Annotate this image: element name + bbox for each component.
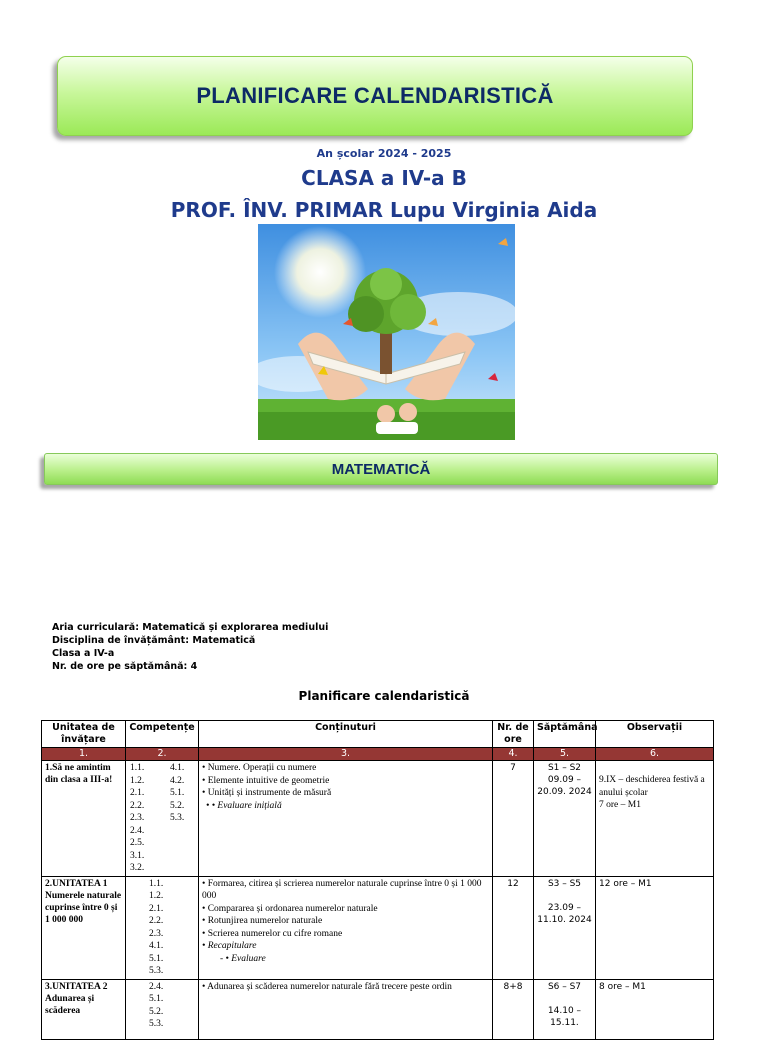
contents-cell — [199, 761, 493, 877]
unit-cell — [42, 761, 126, 877]
competence: 5.3. — [149, 966, 164, 976]
unit-cell — [42, 876, 126, 979]
hours-cell: 8+8 — [493, 979, 534, 1039]
competence: 2.2. — [149, 916, 164, 926]
competence: 4.1. — [170, 763, 185, 773]
content-item: • Unități și instrumente de măsură — [202, 788, 332, 798]
unit-number: 1. — [45, 763, 53, 773]
teacher-heading: PROF. ÎNV. PRIMAR Lupu Virginia Aida — [170, 198, 598, 222]
table-header-row — [42, 721, 714, 748]
competence: 2.2. — [130, 800, 145, 811]
col-header-observations: Observații — [596, 721, 714, 748]
content-item: • Recapitulare — [202, 941, 257, 951]
observation: 9.IX – deschiderea festivă a anului școlar — [599, 775, 705, 798]
page-title: PLANIFICARE CALENDARISTICĂ — [196, 83, 554, 108]
date-range: 09.09 – 20.09. 2024 — [537, 775, 592, 797]
unit-title: Să ne amintim din clasa a III-a! — [45, 763, 113, 785]
curricular-area: Aria curriculară: Matematică și explorarea mediului — [52, 622, 329, 633]
competence: 5.1. — [149, 994, 164, 1004]
table-row — [42, 876, 714, 979]
unit-number: 3. — [45, 981, 53, 992]
col-number: 6. — [596, 748, 714, 761]
competence: 5.2. — [149, 1006, 164, 1017]
observations-cell — [596, 979, 714, 1039]
observation: 12 ore – M1 — [599, 878, 652, 889]
week-cell — [534, 979, 596, 1039]
week-range: S1 – S2 — [547, 763, 582, 773]
subject-banner — [44, 453, 718, 485]
col-number: 2. — [126, 748, 199, 761]
table-title: Planificare calendaristică — [298, 689, 470, 703]
week-cell — [534, 876, 596, 979]
competence: 2.5. — [130, 838, 145, 848]
content-item: • Compararea și ordonarea numerelor naturale — [202, 903, 378, 914]
date-range: 14.10 – 15.11. — [547, 1005, 582, 1028]
subject-title: MATEMATICĂ — [331, 460, 431, 478]
unit-heading: UNITATEA 1 — [52, 878, 108, 889]
content-item: - • Evaluare — [220, 953, 266, 964]
col-number: 1. — [42, 748, 126, 761]
content-item: • Rotunjirea numerelor naturale — [202, 916, 323, 926]
competence: 1.1. — [130, 763, 145, 773]
competence: 5.3. — [170, 813, 185, 823]
observation: 8 ore – M1 — [599, 981, 646, 992]
column-number-row — [42, 748, 714, 761]
content-item: • Formarea, citirea și scrierea numerelor naturale cuprinse între 0 și 1 000 000 — [202, 878, 482, 901]
table-row — [42, 761, 714, 877]
col-header-week: Săptămâna — [534, 721, 596, 748]
competence: 5.1. — [170, 788, 185, 798]
competence: 4.2. — [170, 775, 185, 786]
content-item: • Numere. Operații cu numere — [202, 763, 317, 773]
planning-table — [41, 720, 714, 1040]
col-header-competences: Competențe — [126, 721, 199, 748]
competences-cell — [126, 876, 199, 979]
col-number: 3. — [199, 748, 493, 761]
col-header-hours: Nr. de ore — [493, 721, 534, 748]
competence: 3.2. — [130, 863, 145, 873]
discipline: Disciplina de învățământ: Matematică — [52, 635, 256, 646]
competence: 5.1. — [149, 953, 164, 964]
competence: 2.1. — [130, 788, 145, 798]
competence: 2.3. — [149, 928, 164, 939]
school-year: An școlar 2024 - 2025 — [316, 147, 452, 160]
competence: 5.3. — [149, 1019, 164, 1029]
unit-heading: UNITATEA 2 — [52, 981, 108, 992]
unit-number: 2. — [45, 878, 53, 889]
hours-cell: 12 — [493, 876, 534, 979]
unit-title: Adunarea și scăderea — [45, 993, 95, 1016]
competence: 2.4. — [130, 825, 145, 836]
col-number: 4. — [493, 748, 534, 761]
cover-illustration — [258, 224, 515, 440]
date-range: 23.09 – 11.10. 2024 — [537, 902, 592, 925]
competence: 1.1. — [149, 878, 164, 889]
competence: 5.2. — [170, 800, 185, 811]
observations-cell — [596, 876, 714, 979]
contents-cell — [199, 876, 493, 979]
col-number: 5. — [534, 748, 596, 761]
table-row — [42, 979, 714, 1039]
class-info: Clasa a IV-a — [52, 648, 115, 659]
week-range: S6 – S7 — [547, 981, 582, 992]
observation: 7 ore – M1 — [599, 800, 641, 810]
content-item: • Scrierea numerelor cu cifre romane — [202, 928, 343, 939]
content-item: • • Evaluare inițială — [206, 800, 282, 811]
unit-cell — [42, 979, 126, 1039]
class-heading: CLASA a IV-a B — [301, 166, 467, 190]
contents-cell — [199, 979, 493, 1039]
col-header-contents: Conținuturi — [199, 721, 493, 748]
hours-cell: 7 — [493, 761, 534, 877]
week-cell — [534, 761, 596, 877]
week-range: S3 – S5 — [547, 878, 582, 889]
weekly-hours: Nr. de ore pe săptămână: 4 — [52, 661, 198, 672]
competences-cell — [126, 761, 199, 877]
observations-cell — [596, 761, 714, 877]
competence: 2.3. — [130, 813, 145, 823]
title-banner — [57, 56, 693, 136]
competence: 1.2. — [130, 775, 145, 786]
col-header-unit: Unitatea de învățare — [42, 721, 126, 748]
competence: 4.1. — [149, 941, 164, 951]
competence: 3.1. — [130, 850, 145, 861]
competences-cell — [126, 979, 199, 1039]
competence: 1.2. — [149, 891, 164, 901]
competence: 2.4. — [149, 981, 164, 992]
course-info — [52, 621, 328, 673]
unit-title: Numerele naturale cuprinse între 0 și 1 000 000 — [45, 890, 122, 925]
content-item: • Elemente intuitive de geometrie — [202, 775, 330, 786]
content-item: • Adunarea și scăderea numerelor naturale fără trecere peste ordin — [202, 981, 452, 992]
competence: 2.1. — [149, 903, 164, 914]
